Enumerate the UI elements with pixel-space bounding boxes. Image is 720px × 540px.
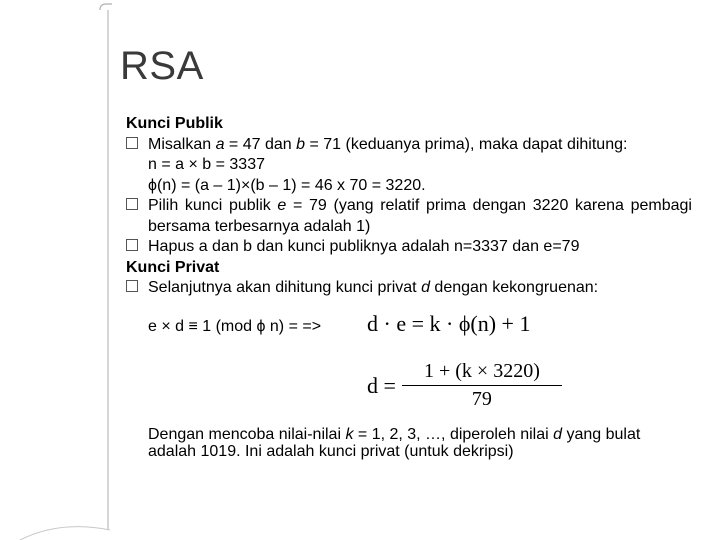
key-equation: d · e = k · ϕ(n) + 1	[367, 311, 531, 336]
private-key-heading: Kunci Privat	[126, 258, 220, 276]
bullet-item-1: Misalkan a = 47 dan b = 71 (keduanya prima), maka dapat dihitung:	[126, 135, 692, 156]
bullet-box-icon	[126, 198, 138, 210]
public-key-heading: Kunci Publik	[126, 115, 223, 132]
fraction-lhs: d =	[367, 372, 396, 398]
slide-title: RSA	[120, 44, 204, 88]
fraction-denominator: 79	[402, 385, 562, 411]
fraction	[402, 360, 562, 411]
phi-calculation: ϕ(n) = (a – 1)×(b – 1) = 46 x 70 = 3220.	[148, 176, 426, 194]
slide-content	[126, 114, 692, 299]
d-fraction-formula	[367, 360, 562, 411]
conclusion-note: Dengan mencoba nilai-nilai k = 1, 2, 3, …, diperoleh nilai d yang bulat adalah 1019. Ini adalah kunci privat (untuk dekripsi)	[148, 426, 641, 460]
bullet-box-icon	[126, 280, 138, 292]
fraction-numerator: 1 + (k × 3220)	[423, 360, 540, 382]
n-calculation: n = a × b = 3337	[148, 156, 265, 173]
bullet-item-3: Hapus a dan b dan kunci publiknya adalah n=3337 dan e=79	[126, 237, 692, 258]
bullet-item-4: Selanjutnya akan dihitung kunci privat d dengan kekongruenan:	[126, 278, 692, 299]
bullet-item-2: Pilih kunci publik e = 79 (yang relatif prima dengan 3220 karena pembagi bersama terbesarnya adalah 1)	[126, 196, 692, 237]
bullet-box-icon	[126, 137, 138, 149]
congruence-equation: e × d ≡ 1 (mod ϕ n) = =>	[148, 318, 322, 335]
bullet-box-icon	[126, 239, 138, 251]
